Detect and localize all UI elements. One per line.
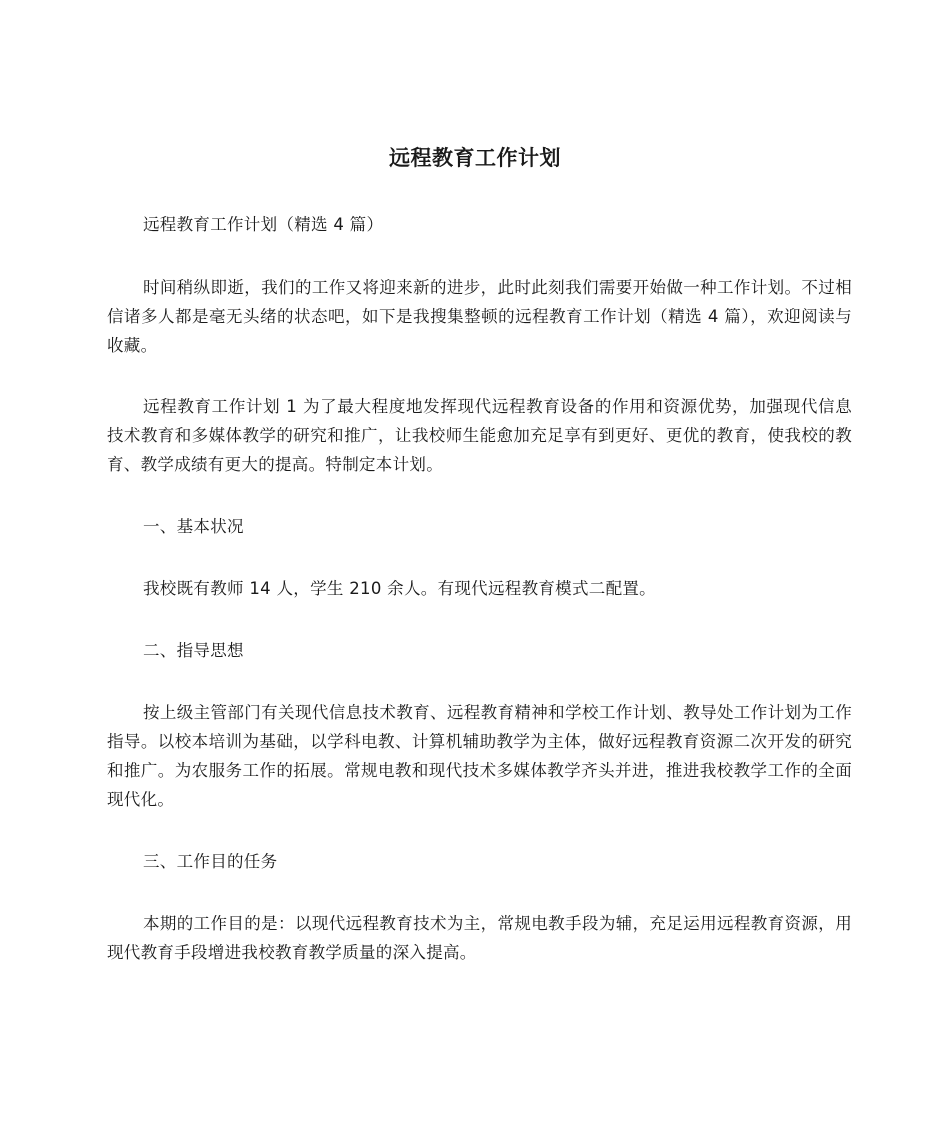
section1-body: 我校既有教师 14 人，学生 210 余人。有现代远程教育模式二配置。 xyxy=(143,579,656,598)
document-title: 远程教育工作计划 xyxy=(389,146,561,170)
section3-heading: 三、工作目的任务 xyxy=(143,852,278,871)
section3-body: 本期的工作目的是：以现代远程教育技术为主，常规电教手段为辅，充足运用远程教育资源，用现代教育手段增进我校教育教学质量的深入提高。 xyxy=(107,914,852,962)
intro-paragraph: 时间稍纵即逝，我们的工作又将迎来新的进步，此时此刻我们需要开始做一种工作计划。不过相信诸多人都是毫无头绪的状态吧，如下是我搜集整顿的远程教育工作计划（精选 4 篇），欢迎阅读与收藏。 xyxy=(107,278,852,355)
section1-heading: 一、基本状况 xyxy=(143,517,244,536)
section2-body: 按上级主管部门有关现代信息技术教育、远程教育精神和学校工作计划、教导处工作计划为工作指导。以校本培训为基础，以学科电教、计算机辅助教学为主体，做好远程教育资源二次开发的研究和推广。为农服务工作的拓展。常规电教和现代技术多媒体教学齐头并进，推进我校教学工作的全面现代化。 xyxy=(107,703,852,809)
document-subtitle: 远程教育工作计划（精选 4 篇） xyxy=(143,215,384,234)
section2-heading: 二、指导思想 xyxy=(143,641,244,660)
plan1-intro-paragraph: 远程教育工作计划 1 为了最大程度地发挥现代远程教育设备的作用和资源优势，加强现代信息技术教育和多媒体教学的研究和推广，让我校师生能愈加充足享有到更好、更优的教育，使我校的教育、教学成绩有更大的提高。特制定本计划。 xyxy=(107,397,852,474)
